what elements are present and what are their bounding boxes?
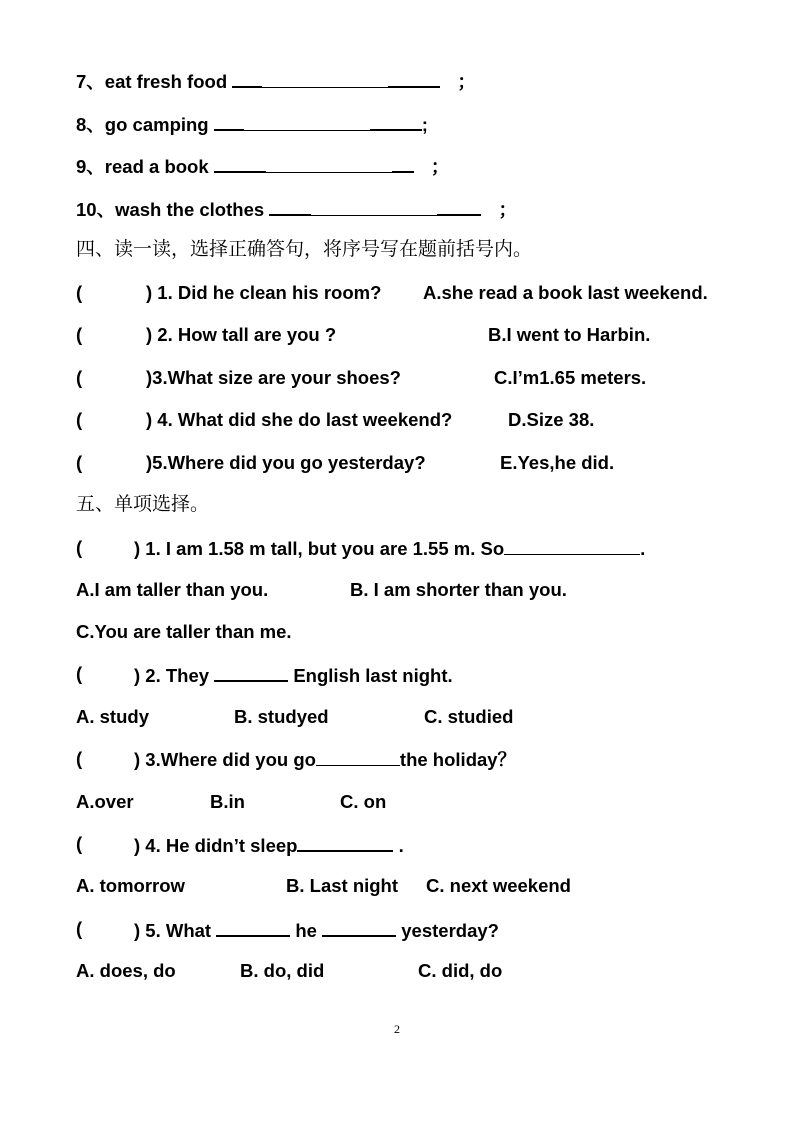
answer-bracket[interactable]: ( — [76, 833, 83, 854]
answer-blank[interactable] — [392, 153, 414, 173]
matching-question: )3.What size are your shoes? — [146, 367, 401, 388]
phrase-line-10 — [76, 196, 517, 222]
question-text: ) 3.Where did you go — [134, 749, 316, 770]
answer-bracket[interactable]: ( — [76, 367, 83, 388]
matching-answer: B.I went to Harbin. — [488, 324, 651, 345]
question-text: yesterday? — [401, 920, 499, 941]
phrase-number: 7、 — [76, 71, 105, 92]
answer-blank[interactable] — [244, 112, 370, 131]
option-a[interactable]: A. study — [76, 706, 149, 727]
answer-blank[interactable] — [262, 69, 388, 88]
option-c[interactable]: C. studied — [424, 706, 514, 727]
option-b[interactable]: B. Last night — [286, 875, 399, 896]
answer-bracket[interactable]: ( — [76, 409, 83, 430]
question-text: the holiday？ — [399, 749, 517, 770]
answer-blank[interactable] — [437, 196, 481, 216]
phrase-number: 9、 — [76, 156, 105, 177]
option-b[interactable]: B. I am shorter than you. — [350, 579, 567, 600]
option-c[interactable]: C.You are taller than me. — [76, 621, 292, 642]
phrase-number: 8、 — [76, 114, 105, 135]
answer-blank[interactable] — [266, 154, 392, 173]
option-b[interactable]: B. do, did — [240, 960, 325, 981]
option-a[interactable]: A. does, do — [76, 960, 176, 981]
option-b[interactable]: B.in — [210, 791, 245, 812]
answer-bracket[interactable]: ( — [76, 663, 83, 684]
option-c[interactable]: C. did, do — [418, 960, 503, 981]
option-a[interactable]: A. tomorrow — [76, 875, 185, 896]
answer-bracket[interactable]: ( — [76, 324, 83, 345]
matching-question: )5.Where did you go yesterday? — [146, 452, 426, 473]
option-a[interactable]: A.I am taller than you. — [76, 579, 269, 600]
phrase-text: read a book — [104, 156, 209, 177]
page-number: 2 — [394, 1022, 400, 1036]
matching-answer: C.I’m1.65 meters. — [494, 367, 647, 388]
question-text: he — [295, 920, 317, 941]
answer-blank[interactable] — [214, 111, 244, 131]
answer-blank[interactable] — [269, 196, 311, 216]
phrase-text: eat fresh food — [104, 71, 228, 92]
option-c[interactable]: C. on — [340, 791, 387, 812]
phrase-text: go camping — [104, 114, 209, 135]
answer-bracket[interactable]: ( — [76, 537, 83, 558]
question-text: ) 1. I am 1.58 m tall, but you are 1.55 m. So — [134, 538, 505, 559]
phrase-line-8 — [76, 111, 428, 137]
matching-question: ) 4. What did she do last weekend? — [146, 409, 453, 430]
question-text: ) 2. They — [134, 665, 210, 686]
section-4-heading: 四、读一读，选择正确答句，将序号写在题前括号内。 — [76, 238, 533, 260]
answer-blank[interactable] — [232, 68, 262, 88]
matching-answer: D.Size 38. — [508, 409, 595, 430]
option-a[interactable]: A.over — [76, 791, 134, 812]
matching-question: ) 2. How tall are you ? — [146, 324, 337, 345]
answer-blank[interactable] — [214, 153, 266, 173]
question-text: ) 5. What — [134, 920, 212, 941]
answer-blank[interactable] — [370, 111, 422, 131]
phrase-end: ； — [457, 71, 476, 92]
matching-answer: A.she read a book last weekend. — [423, 282, 708, 303]
question-end: . — [640, 538, 646, 559]
answer-blank[interactable] — [316, 747, 400, 766]
phrase-line-7 — [76, 68, 476, 94]
phrase-text: wash the clothes — [115, 199, 265, 220]
question-text-wrap — [134, 662, 453, 688]
answer-blank[interactable] — [311, 197, 437, 216]
answer-blank[interactable] — [504, 536, 640, 555]
answer-bracket[interactable]: ( — [76, 748, 83, 769]
question-end: . — [398, 835, 404, 856]
phrase-end: ； — [430, 156, 450, 177]
phrase-end: ； — [498, 199, 517, 220]
matching-answer: E.Yes,he did. — [500, 452, 615, 473]
question-text-wrap — [134, 832, 404, 858]
answer-blank[interactable] — [388, 68, 440, 88]
answer-blank[interactable] — [214, 662, 288, 682]
matching-question: ) 1. Did he clean his room? — [146, 282, 382, 303]
question-text: ) 4. He didn’t sleep — [134, 835, 298, 856]
answer-blank[interactable] — [297, 832, 393, 852]
question-text-wrap — [134, 747, 516, 772]
question-text-wrap — [134, 917, 499, 943]
answer-bracket[interactable]: ( — [76, 282, 83, 303]
phrase-end: ; — [421, 114, 428, 135]
phrase-number: 10、 — [76, 199, 116, 220]
option-b[interactable]: B. studyed — [234, 706, 329, 727]
question-text: English last night. — [293, 665, 453, 686]
section-5-heading: 五、单项选择。 — [76, 493, 210, 515]
answer-bracket[interactable]: ( — [76, 452, 83, 473]
phrase-line-9 — [76, 153, 449, 179]
answer-blank[interactable] — [216, 917, 290, 937]
option-c[interactable]: C. next weekend — [426, 875, 571, 896]
answer-bracket[interactable]: ( — [76, 918, 83, 939]
answer-blank[interactable] — [322, 917, 396, 937]
question-text-wrap — [134, 536, 645, 561]
